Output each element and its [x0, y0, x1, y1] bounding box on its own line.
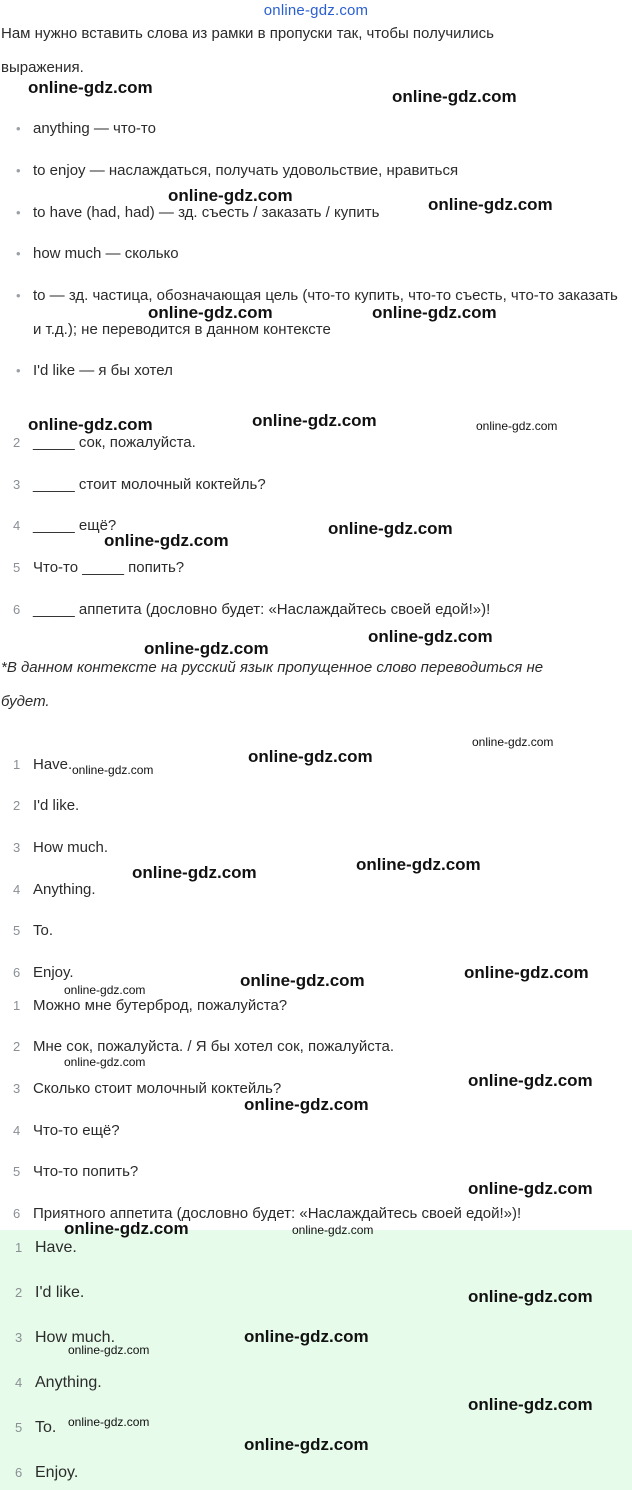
watermark: online-gdz.com [240, 971, 365, 990]
row-number: 4 [15, 1375, 23, 1390]
watermark: online-gdz.com [468, 1395, 593, 1414]
translation-row: Что-то ещё? [33, 1122, 120, 1139]
watermark: online-gdz.com [28, 78, 153, 97]
exercise-row: _____ аппетита (дословно будет: «Наслаждайтесь своей едой!»)! [33, 601, 491, 618]
vocab-text: to have (had, had) — зд. съесть / заказать / купить [33, 204, 380, 221]
note-line-1: *В данном контексте на русский язык пропущенное слово переводиться не [1, 659, 544, 676]
vocab-text: to — зд. частица, обозначающая цель (что-то купить, что-то съесть, что-то заказать и т.д.); не переводится в данном контексте [33, 287, 618, 338]
row-number: 2 [15, 1285, 23, 1300]
bullet-icon: • [16, 246, 21, 261]
intro-line-1: Нам нужно вставить слова из рамки в пропуски так, чтобы получились [1, 25, 494, 42]
watermark: online-gdz.com [28, 415, 153, 434]
bullet-icon: • [16, 121, 21, 136]
answer-row: Anything. [33, 881, 96, 898]
watermark: online-gdz.com [168, 186, 293, 205]
bullet-icon: • [16, 205, 21, 220]
watermark: online-gdz.com [68, 1415, 150, 1429]
row-number: 3 [13, 477, 21, 492]
watermark: online-gdz.com [244, 1095, 369, 1114]
answer-row: I'd like. [33, 797, 80, 814]
watermark: online-gdz.com [368, 627, 493, 646]
bullet-icon: • [16, 163, 21, 178]
row-number: 5 [13, 560, 21, 575]
row-number: 5 [15, 1420, 23, 1435]
row-number: 3 [13, 840, 21, 855]
watermark: online-gdz.com [132, 863, 257, 882]
row-number: 5 [13, 1164, 21, 1179]
intro-line-2: выражения. [1, 59, 84, 76]
final-answer-row: I'd like. [35, 1284, 85, 1301]
watermark: online-gdz.com [64, 1055, 146, 1069]
exercise-row: _____ сок, пожалуйста. [33, 434, 196, 451]
translation-row: Мне сок, пожалуйста. / Я бы хотел сок, пожалуйста. [33, 1038, 394, 1055]
vocab-text: I'd like — я бы хотел [33, 362, 173, 379]
watermark: online-gdz.com [64, 983, 146, 997]
watermark: online-gdz.com [476, 419, 558, 433]
exercise-row: _____ стоит молочный коктейль? [33, 476, 266, 493]
watermark: online-gdz.com [372, 303, 497, 322]
vocab-text: how much — сколько [33, 245, 179, 262]
bullet-icon: • [16, 363, 21, 378]
exercise-row: Что-то _____ попить? [33, 559, 185, 576]
watermark: online-gdz.com [328, 519, 453, 538]
watermark: online-gdz.com [468, 1071, 593, 1090]
watermark: online-gdz.com [68, 1343, 150, 1357]
vocab-text: to enjoy — наслаждаться, получать удовольствие, нравиться [33, 162, 459, 179]
final-answer-row: Anything. [35, 1374, 102, 1391]
exercise-row: _____ ещё? [33, 517, 117, 534]
row-number: 6 [15, 1465, 23, 1480]
row-number: 3 [13, 1081, 21, 1096]
translation-row: Что-то попить? [33, 1163, 139, 1180]
row-number: 4 [13, 1123, 21, 1138]
watermark: online-gdz.com [144, 639, 269, 658]
row-number: 2 [13, 435, 21, 450]
watermark: online-gdz.com [464, 963, 589, 982]
row-number: 6 [13, 965, 21, 980]
watermark: online-gdz.com [72, 763, 154, 777]
note-line-2: будет. [1, 693, 50, 710]
answer-row: How much. [33, 839, 109, 856]
watermark: online-gdz.com [468, 1287, 593, 1306]
watermark: online-gdz.com [356, 855, 481, 874]
translation-row: Можно мне бутерброд, пожалуйста? [33, 997, 288, 1014]
row-number: 3 [15, 1330, 23, 1345]
final-answer-row: How much. [35, 1329, 116, 1346]
row-number: 1 [15, 1240, 23, 1255]
row-number: 2 [13, 798, 21, 813]
row-number: 6 [13, 602, 21, 617]
row-number: 1 [13, 998, 21, 1013]
watermark: online-gdz.com [468, 1179, 593, 1198]
watermark: online-gdz.com [428, 195, 553, 214]
answer-row: Enjoy. [33, 964, 74, 981]
watermark: online-gdz.com [392, 87, 517, 106]
final-answer-row: To. [35, 1419, 57, 1436]
translation-row: Приятного аппетита (дословно будет: «Наслаждайтесь своей едой!»)! [33, 1205, 522, 1222]
row-number: 2 [13, 1039, 21, 1054]
watermark: online-gdz.com [292, 1223, 374, 1237]
watermark: online-gdz.com [64, 1219, 189, 1238]
row-number: 6 [13, 1206, 21, 1221]
watermark: online-gdz.com [148, 303, 273, 322]
row-number: 5 [13, 923, 21, 938]
site-header: online-gdz.com [263, 2, 369, 19]
final-answer-row: Enjoy. [35, 1464, 79, 1481]
watermark: online-gdz.com [104, 531, 229, 550]
answer-row: To. [33, 922, 54, 939]
watermark: online-gdz.com [252, 411, 377, 430]
row-number: 4 [13, 882, 21, 897]
answer-row: Have. [33, 756, 73, 773]
row-number: 1 [13, 757, 21, 772]
watermark: online-gdz.com [248, 747, 373, 766]
translation-row: Сколько стоит молочный коктейль? [33, 1080, 282, 1097]
row-number: 4 [13, 518, 21, 533]
watermark: online-gdz.com [472, 735, 554, 749]
final-answer-row: Have. [35, 1239, 77, 1256]
watermark: online-gdz.com [244, 1327, 369, 1346]
watermark: online-gdz.com [244, 1435, 369, 1454]
bullet-icon: • [16, 288, 21, 303]
vocab-text: anything — что-то [33, 120, 156, 137]
